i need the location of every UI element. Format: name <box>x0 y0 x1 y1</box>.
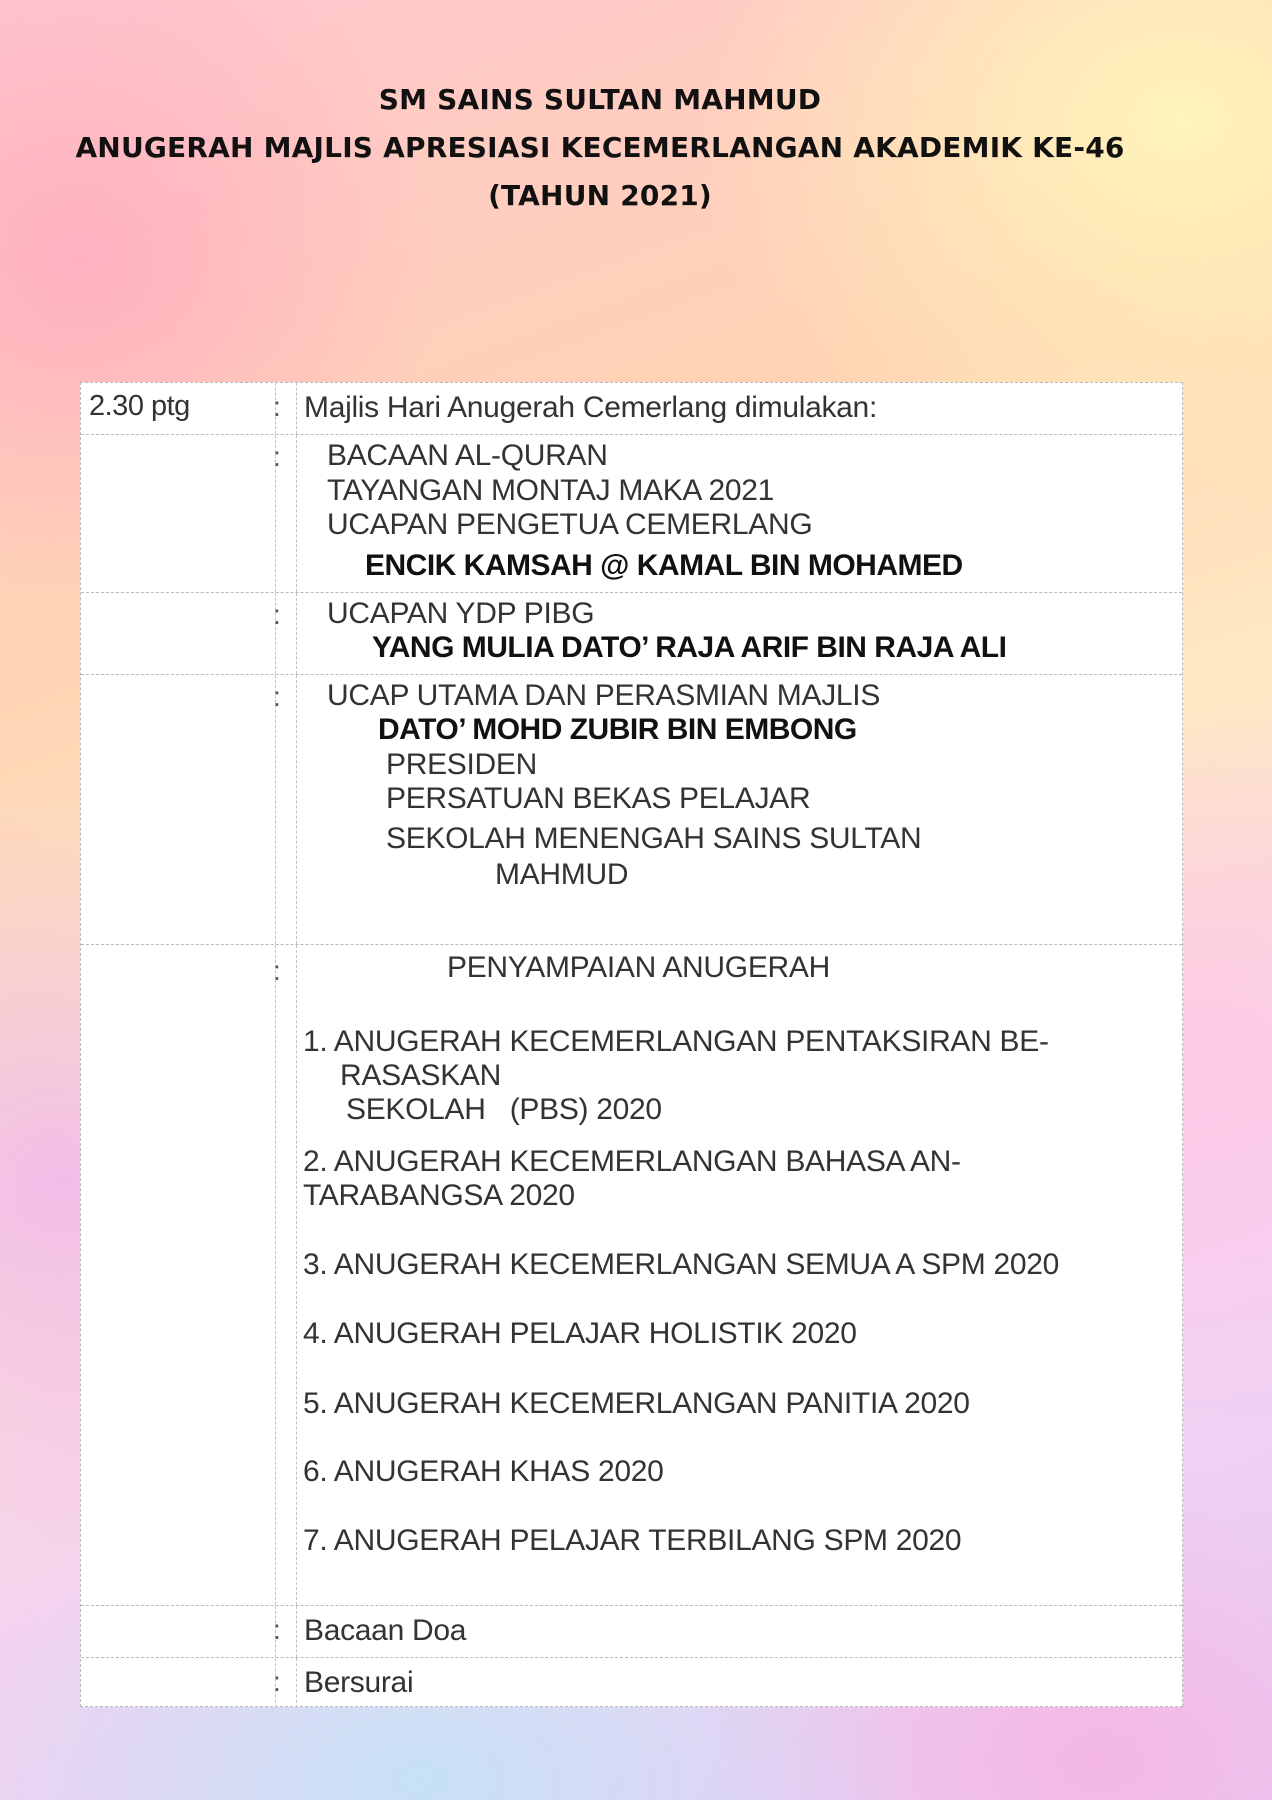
schedule-row-speeches <box>81 435 1182 593</box>
column-divider <box>296 945 297 1605</box>
column-divider <box>296 593 297 674</box>
column-divider <box>296 1606 297 1657</box>
item-pibg-speech: UCAPAN YDP PIBG <box>327 597 595 630</box>
keynote-organisation: PERSATUAN BEKAS PELAJAR <box>386 782 811 815</box>
item-principal-speech: UCAPAN PENGETUA CEMERLANG <box>327 508 813 541</box>
school-name: SM SAINS SULTAN MAHMUD <box>378 83 822 116</box>
award-6: 6. ANUGERAH KHAS 2020 <box>303 1455 664 1488</box>
award-1-line1: 1. ANUGERAH KECEMERLANGAN PENTAKSIRAN BE- <box>303 1025 1049 1058</box>
keynote-school-line2: MAHMUD <box>495 858 629 891</box>
row-separator: : <box>273 391 281 422</box>
document-header <box>0 76 1200 220</box>
row-time: 2.30 ptg <box>89 390 190 422</box>
awards-heading: PENYAMPAIAN ANUGERAH <box>447 951 830 984</box>
row-separator: : <box>273 681 281 712</box>
schedule-table <box>80 382 1183 1707</box>
keynote-school-line1: SEKOLAH MENENGAH SAINS SULTAN <box>386 822 922 855</box>
opening-text: Majlis Hari Anugerah Cemerlang dimulakan: <box>304 391 877 424</box>
item-keynote: UCAP UTAMA DAN PERASMIAN MAJLIS <box>327 679 881 712</box>
principal-name: ENCIK KAMSAH @ KAMAL BIN MOHAMED <box>365 549 963 582</box>
row-separator: : <box>273 599 281 630</box>
column-divider <box>275 945 276 1605</box>
award-4: 4. ANUGERAH PELAJAR HOLISTIK 2020 <box>303 1317 857 1350</box>
event-year: (TAHUN 2021) <box>488 179 712 212</box>
pibg-name: YANG MULIA DATO’ RAJA ARIF BIN RAJA ALI <box>372 631 1007 664</box>
award-7: 7. ANUGERAH PELAJAR TERBILANG SPM 2020 <box>303 1524 962 1557</box>
keynote-title: PRESIDEN <box>386 748 537 781</box>
column-divider <box>296 1658 297 1708</box>
item-end: Bersurai <box>304 1666 414 1699</box>
award-2-line1: 2. ANUGERAH KECEMERLANGAN BAHASA AN- <box>303 1145 961 1178</box>
row-separator: : <box>273 955 281 986</box>
award-1-line2: RASASKAN <box>340 1059 501 1092</box>
column-divider <box>296 383 297 434</box>
award-5: 5. ANUGERAH KECEMERLANGAN PANITIA 2020 <box>303 1387 970 1420</box>
schedule-row-doa <box>81 1606 1182 1658</box>
item-montage: TAYANGAN MONTAJ MAKA 2021 <box>327 474 775 507</box>
event-title: ANUGERAH MAJLIS APRESIASI KECEMERLANGAN AKADEMIK KE-46 <box>75 131 1125 164</box>
column-divider <box>296 675 297 944</box>
row-separator: : <box>273 1666 281 1697</box>
item-quran: BACAAN AL-QURAN <box>327 439 608 472</box>
award-3: 3. ANUGERAH KECEMERLANGAN SEMUA A SPM 2020 <box>303 1248 1060 1281</box>
item-doa: Bacaan Doa <box>304 1614 467 1647</box>
schedule-row-end <box>81 1658 1182 1708</box>
keynote-name: DATO’ MOHD ZUBIR BIN EMBONG <box>378 713 857 746</box>
schedule-row-keynote <box>81 675 1182 945</box>
award-2-line2: TARABANGSA 2020 <box>303 1179 575 1212</box>
schedule-row-opening <box>81 383 1182 435</box>
schedule-row-pibg <box>81 593 1182 675</box>
award-1-line3: SEKOLAH (PBS) 2020 <box>346 1093 662 1126</box>
schedule-row-awards <box>81 945 1182 1606</box>
row-separator: : <box>273 441 281 472</box>
column-divider <box>275 675 276 944</box>
column-divider <box>296 435 297 592</box>
row-separator: : <box>273 1614 281 1645</box>
